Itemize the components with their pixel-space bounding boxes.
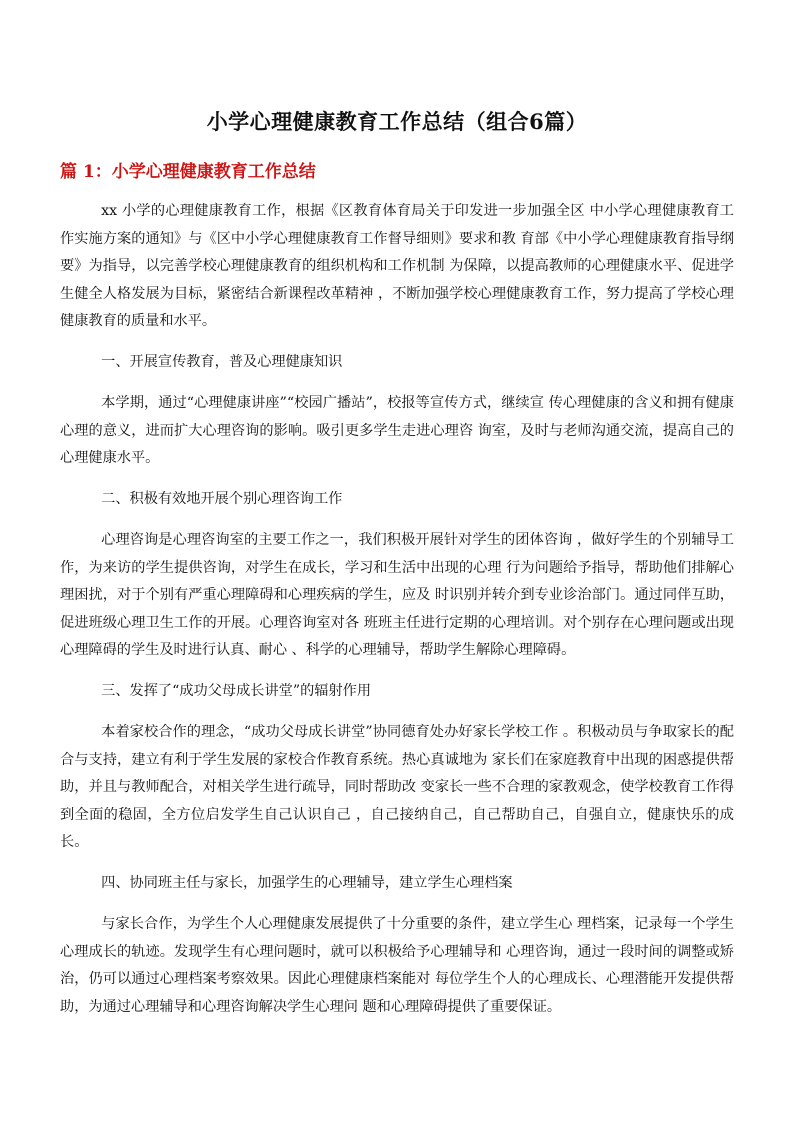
subheading-4: 四、协同班主任与家长，加强学生的心理辅导，建立学生心理档案 — [101, 874, 513, 891]
section-heading: 篇 1：小学心理健康教育工作总结 — [60, 162, 316, 182]
paragraph-4: 与家长合作，为学生个人心理健康发展提供了十分重要的条件，建立学生心 理档案，记录每一个学生心理成长的轨迹。发现学生有心理问题时，就可以积极给予心理辅导和 心理咨询，通过一段时间的调整或矫治，仍可以通过心理档案考察效果。因此心理健康档案能对 每位学生个人的心理成长、心理潜能开发提供帮助，为通过心理辅导和心理咨询解决学生心理问 题和心理障碍提供了重要保证。 — [60, 916, 734, 1015]
subheading-2: 二、积极有效地开展个别心理咨询工作 — [101, 490, 343, 507]
paragraph-1: 本学期，通过“心理健康讲座”“校园广播站”，校报等宣传方式，继续宣 传心理健康的含义和拥有健康心理的意义，进而扩大心理咨询的影响。吸引更多学生走进心理咨 询室，及时与老师沟通交流，提高自己的心理健康水平。 — [60, 395, 734, 466]
subheading-1: 一、开展宣传教育，普及心理健康知识 — [101, 353, 343, 370]
paragraph-2: 心理咨询是心理咨询室的主要工作之一，我们积极开展针对学生的团体咨询 ，做好学生的个别辅导工作，为来访的学生提供咨询，对学生在成长，学习和生活中出现的心理 行为问题给予指导，帮助他们排解心理困扰，对于个别有严重心理障碍和心理疾病的学生，应及 时识别并转介到专业诊治部门。通过同伴互助，促进班级心理卫生工作的开展。心理咨询室对各 班班主任进行定期的心理培训。对个别存在心理问题或出现心理障碍的学生及时进行认真、耐心 、科学的心理辅导，帮助学生解除心理障碍。 — [60, 532, 734, 658]
subheading-3: 三、发挥了“成功父母成长讲堂”的辐射作用 — [101, 682, 372, 699]
paragraph-3: 本着家校合作的理念，“成功父母成长讲堂”协同德育处办好家长学校工作 。积极动员与争取家长的配合与支持，建立有利于学生发展的家校合作教育系统。热心真诚地为 家长们在家庭教育中出现的困惑提供帮助，并且与教师配合，对相关学生进行疏导，同时帮助改 变家长一些不合理的家教观念，使学校教育工作得到全面的稳固，全方位启发学生自己认识自己 ，自己接纳自己，自己帮助自己，自强自立，健康快乐的成长。 — [60, 724, 734, 850]
document-title: 小学心理健康教育工作总结（组合6篇） — [206, 109, 588, 134]
intro-paragraph: xx 小学的心理健康教育工作，根据《区教育体育局关于印发进一步加强全区 中小学心理健康教育工作实施方案的通知》与《区中小学心理健康教育工作督导细则》要求和教 育部《中小学心理健康教育指导纲要》为指导，以完善学校心理健康教育的组织机构和工作机制 为保障，以提高教师的心理健康水平、促进学生健全人格发展为目标，紧密结合新课程改革精神 ，不断加强学校心理健康教育工作，努力提高了学校心理健康教育的质量和水平。 — [60, 203, 734, 329]
